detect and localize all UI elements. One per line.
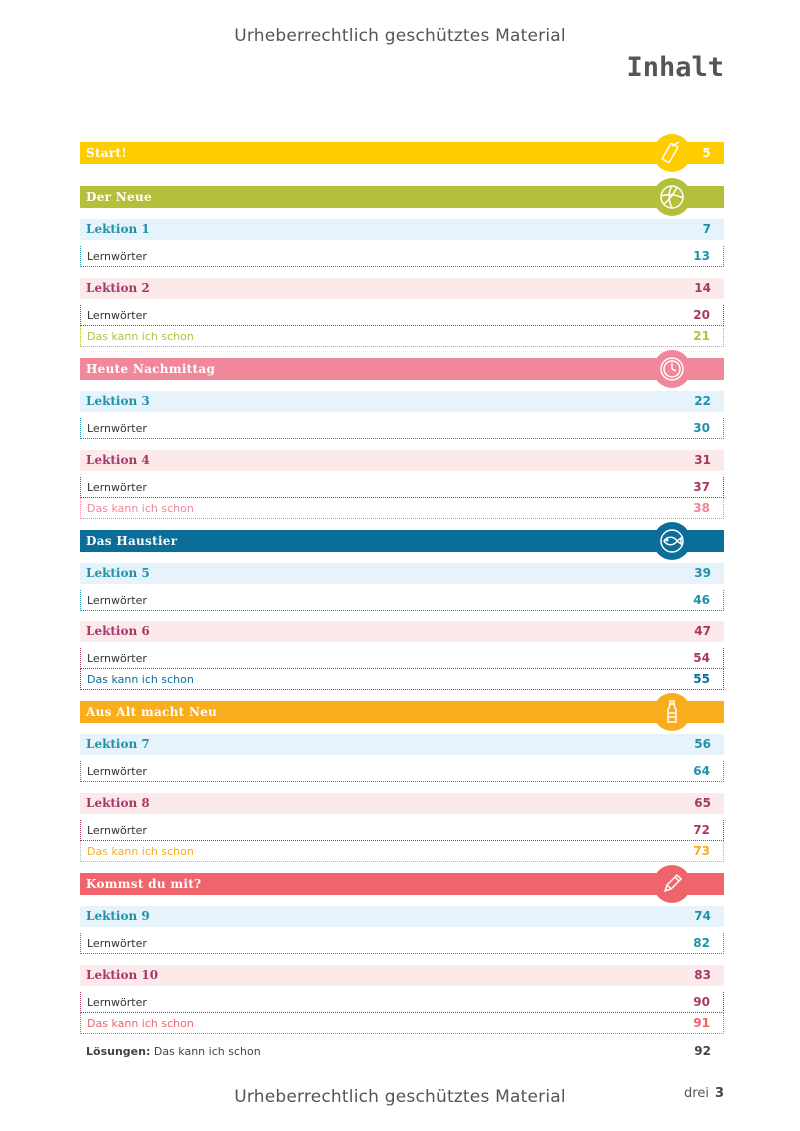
toc-lesson-6-lernwoerter[interactable] [80, 648, 724, 669]
toc-lesson-10-kann[interactable] [80, 1013, 724, 1034]
lernwoerter-page: 20 [693, 308, 710, 322]
toc-lesson-6-kann[interactable] [80, 669, 724, 690]
unit-title: Kommst du mit? [86, 877, 202, 891]
toc-lesson-8-kann[interactable] [80, 841, 724, 862]
lernwoerter-page: 46 [693, 593, 710, 607]
kann-label: Das kann ich schon [87, 330, 194, 343]
kann-label: Das kann ich schon [87, 502, 194, 515]
lesson-label: Lektion 9 [86, 909, 150, 923]
loesungen-page: 92 [694, 1044, 711, 1058]
toc-unit-das-haustier[interactable] [80, 530, 724, 552]
lesson-label: Lektion 4 [86, 453, 150, 467]
toc-lesson-3[interactable] [80, 391, 724, 412]
lesson-label: Lektion 3 [86, 394, 150, 408]
unit-title: Der Neue [86, 190, 152, 204]
kann-page: 38 [693, 501, 710, 515]
lernwoerter-label: Lernwörter [87, 765, 147, 778]
lernwoerter-label: Lernwörter [87, 481, 147, 494]
toc-lesson-1[interactable] [80, 219, 724, 240]
lesson-page: 31 [694, 453, 711, 467]
toc-lesson-3-lernwoerter[interactable] [80, 418, 724, 439]
lernwoerter-page: 30 [693, 421, 710, 435]
lesson-page: 14 [694, 281, 711, 295]
lesson-label: Lektion 5 [86, 566, 150, 580]
toc-start-page: 5 [702, 146, 711, 160]
lernwoerter-label: Lernwörter [87, 250, 147, 263]
toc-lesson-4[interactable] [80, 450, 724, 471]
page-number [684, 1086, 724, 1101]
unit-title: Heute Nachmittag [86, 362, 216, 376]
pencil-icon [653, 865, 691, 903]
toc-lesson-2-lernwoerter[interactable] [80, 305, 724, 326]
kann-label: Das kann ich schon [87, 673, 194, 686]
toc-unit-heute-nachmittag[interactable] [80, 358, 724, 380]
kann-page: 21 [693, 329, 710, 343]
loesungen-text: Das kann ich schon [153, 1045, 261, 1058]
lesson-page: 65 [694, 796, 711, 810]
lesson-page: 22 [694, 394, 711, 408]
lernwoerter-label: Lernwörter [87, 824, 147, 837]
lesson-label: Lektion 7 [86, 737, 150, 751]
toc-unit-der-neue[interactable] [80, 186, 724, 208]
lernwoerter-page: 72 [693, 823, 710, 837]
lernwoerter-page: 64 [693, 764, 710, 778]
lernwoerter-page: 54 [693, 651, 710, 665]
toc-unit-aus-alt-macht-neu[interactable] [80, 701, 724, 723]
unit-title: Das Haustier [86, 534, 178, 548]
kann-page: 91 [693, 1016, 710, 1030]
toc-start-label: Start! [86, 146, 127, 160]
lernwoerter-label: Lernwörter [87, 422, 147, 435]
copyright-watermark-bottom: Urheberrechtlich geschütztes Material [234, 1087, 566, 1107]
unit-title: Aus Alt macht Neu [86, 705, 218, 719]
lesson-page: 83 [694, 968, 711, 982]
toc-lesson-10[interactable] [80, 965, 724, 986]
lesson-label: Lektion 6 [86, 624, 150, 638]
lernwoerter-page: 82 [693, 936, 710, 950]
toc-lesson-1-lernwoerter[interactable] [80, 246, 724, 267]
lesson-label: Lektion 8 [86, 796, 150, 810]
clock-icon [653, 350, 691, 388]
toc-lesson-9-lernwoerter[interactable] [80, 933, 724, 954]
toc-loesungen[interactable] [80, 1041, 724, 1062]
toc-lesson-9[interactable] [80, 906, 724, 927]
lernwoerter-label: Lernwörter [87, 309, 147, 322]
lernwoerter-label: Lernwörter [87, 652, 147, 665]
kann-page: 73 [693, 844, 710, 858]
page-title: Inhalt [626, 52, 724, 83]
kann-label: Das kann ich schon [87, 845, 194, 858]
toc-unit-kommst-du-mit[interactable] [80, 873, 724, 895]
toc-lesson-7-lernwoerter[interactable] [80, 761, 724, 782]
toc-lesson-4-lernwoerter[interactable] [80, 477, 724, 498]
lernwoerter-label: Lernwörter [87, 996, 147, 1009]
toc-lesson-5[interactable] [80, 563, 724, 584]
copyright-watermark-top: Urheberrechtlich geschütztes Material [234, 26, 566, 46]
lernwoerter-page: 37 [693, 480, 710, 494]
kann-label: Das kann ich schon [87, 1017, 194, 1030]
toc-lesson-5-lernwoerter[interactable] [80, 590, 724, 611]
lesson-page: 39 [694, 566, 711, 580]
lesson-page: 56 [694, 737, 711, 751]
kann-page: 55 [693, 672, 710, 686]
toc-lesson-7[interactable] [80, 734, 724, 755]
lernwoerter-page: 13 [693, 249, 710, 263]
lesson-label: Lektion 2 [86, 281, 150, 295]
toc-lesson-4-kann[interactable] [80, 498, 724, 519]
lesson-label: Lektion 1 [86, 222, 150, 236]
toc-lesson-8[interactable] [80, 793, 724, 814]
lesson-page: 7 [702, 222, 711, 236]
lernwoerter-label: Lernwörter [87, 594, 147, 607]
toothpaste-icon [653, 134, 691, 172]
toc-lesson-10-lernwoerter[interactable] [80, 992, 724, 1013]
toc-lesson-8-lernwoerter[interactable] [80, 820, 724, 841]
toc-lesson-2[interactable] [80, 278, 724, 299]
toc-start[interactable] [80, 142, 724, 164]
toc-lesson-2-kann[interactable] [80, 326, 724, 347]
lernwoerter-page: 90 [693, 995, 710, 1009]
lesson-page: 74 [694, 909, 711, 923]
lernwoerter-label: Lernwörter [87, 937, 147, 950]
loesungen-label: Lösungen: [86, 1045, 151, 1058]
bottle-icon [653, 693, 691, 731]
volleyball-icon [653, 178, 691, 216]
toc-lesson-6[interactable] [80, 621, 724, 642]
fish-icon [653, 522, 691, 560]
lesson-page: 47 [694, 624, 711, 638]
page-number-word: drei [684, 1086, 709, 1101]
lesson-label: Lektion 10 [86, 968, 159, 982]
page-number-digit: 3 [714, 1086, 724, 1101]
